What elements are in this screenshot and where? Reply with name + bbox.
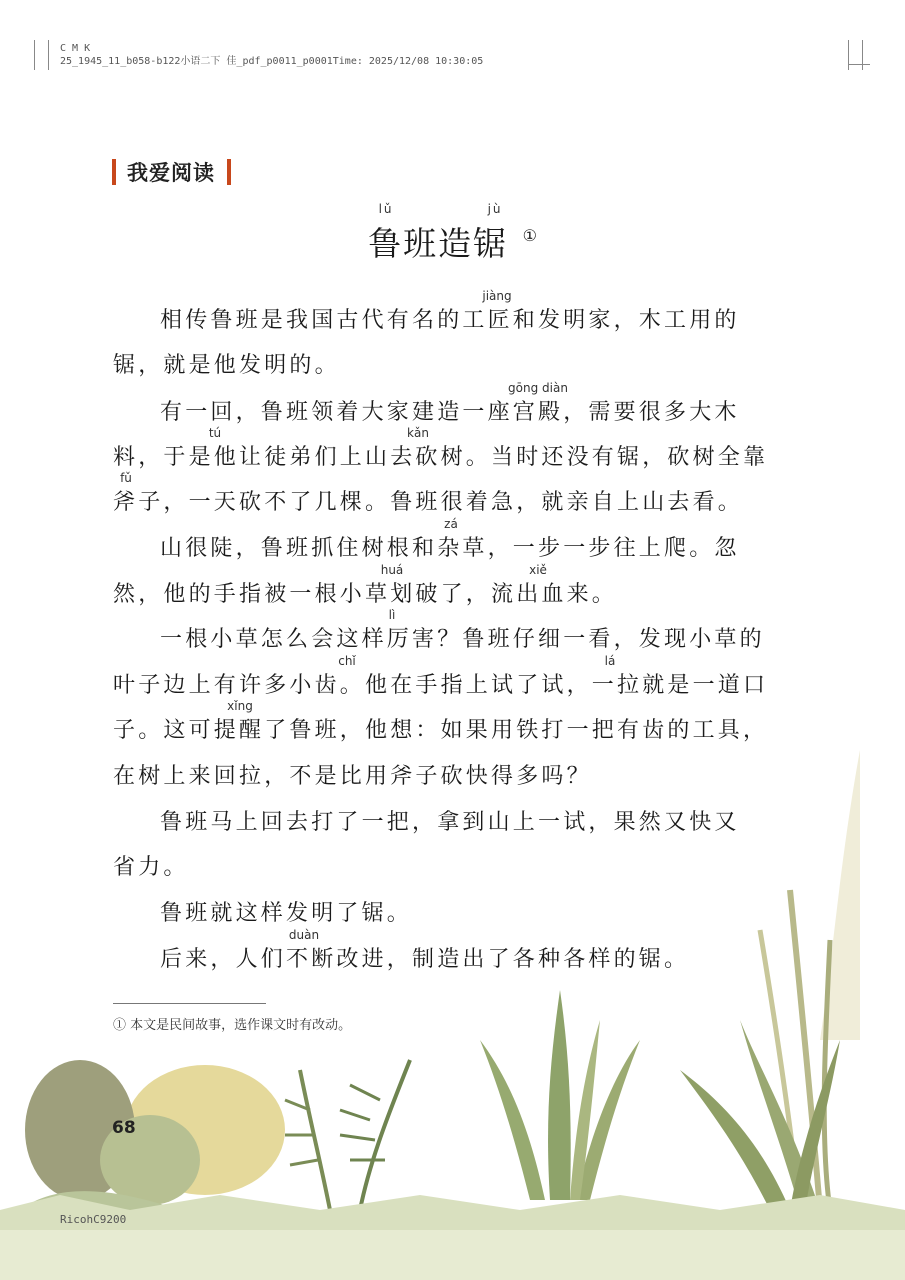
pinyin-annotation: zá [444, 517, 458, 531]
text-line: 在树上来回拉，不是比用斧子砍快得多吗？ [113, 764, 592, 789]
title-text: 鲁班造锯 [368, 224, 509, 263]
plant-illustration [0, 740, 905, 1280]
lesson-title [368, 202, 521, 263]
text-line: 锯，就是他发明的。 [113, 353, 340, 378]
text-line: 鲁班就这样发明了锯。 [160, 901, 413, 926]
text-line: 后来，人们不断改进，制造出了各种各样的锯。 [160, 947, 690, 972]
text-line: 有一回，鲁班领着大家建造一座宫殿，需要很多大木 [160, 400, 740, 425]
text-line: 斧子，一天砍不了几棵。鲁班很着急，就亲自上山去看。 [113, 490, 744, 515]
pinyin-annotation: xiě [529, 563, 547, 577]
section-heading [112, 157, 231, 187]
footnote-mark: ① [522, 226, 537, 245]
text-line: 叶子边上有许多小齿。他在手指上试了试，一拉就是一道口 [113, 673, 769, 698]
pinyin-annotation: duàn [288, 928, 320, 942]
text-line: 山很陡，鲁班抓住树根和杂草，一步一步往上爬。忽 [160, 536, 740, 561]
text-line: 相传鲁班是我国古代有名的工匠和发明家，木工用的 [160, 308, 740, 333]
scanner-info: RicohC9200 [60, 1213, 127, 1226]
crop-mark [34, 40, 35, 70]
text-line: 鲁班马上回去打了一把，拿到山上一试，果然又快又 [160, 810, 740, 835]
pinyin-annotation: gōng diàn [508, 381, 568, 395]
pinyin-annotation: lì [388, 608, 396, 622]
pinyin-annotation: tú [208, 426, 222, 440]
pinyin-annotation: huá [380, 563, 404, 577]
page-title [0, 202, 905, 265]
title-pinyin: jù [487, 202, 503, 216]
crop-mark [48, 40, 49, 70]
text-line: 省力。 [113, 855, 189, 880]
pinyin-annotation: kǎn [407, 426, 429, 440]
crop-mark [848, 40, 849, 70]
page-number: 68 [112, 1118, 136, 1138]
text-line: 子。这可提醒了鲁班，他想：如果用铁打一把有齿的工具， [113, 718, 769, 743]
pinyin-annotation: jiàng [482, 289, 512, 303]
text-line: 然，他的手指被一根小草划破了，流出血来。 [113, 582, 618, 607]
title-pinyin: lǔ [378, 202, 394, 216]
footnote: ① 本文是民间故事，选作课文时有改动。 [113, 1018, 352, 1033]
section-bar-left [112, 159, 116, 185]
pinyin-annotation: lá [604, 654, 616, 668]
text-line: 料，于是他让徒弟们上山去砍树。当时还没有锯，砍树全靠 [113, 445, 769, 470]
section-bar-right [227, 159, 231, 185]
print-info: C M K 25_1945_11_b058-b122小语二下 佳_pdf_p0011_p0001Time: 2025/12/08 10:30:05 [60, 43, 484, 67]
pinyin-annotation: chǐ [338, 654, 356, 668]
pinyin-annotation: xǐng [227, 699, 253, 713]
pinyin-annotation: fǔ [120, 471, 132, 485]
text-line: 一根小草怎么会这样厉害？鲁班仔细一看，发现小草的 [160, 627, 765, 652]
crop-mark [862, 40, 863, 70]
section-title: 我爱阅读 [127, 161, 215, 185]
crop-mark [848, 64, 870, 65]
